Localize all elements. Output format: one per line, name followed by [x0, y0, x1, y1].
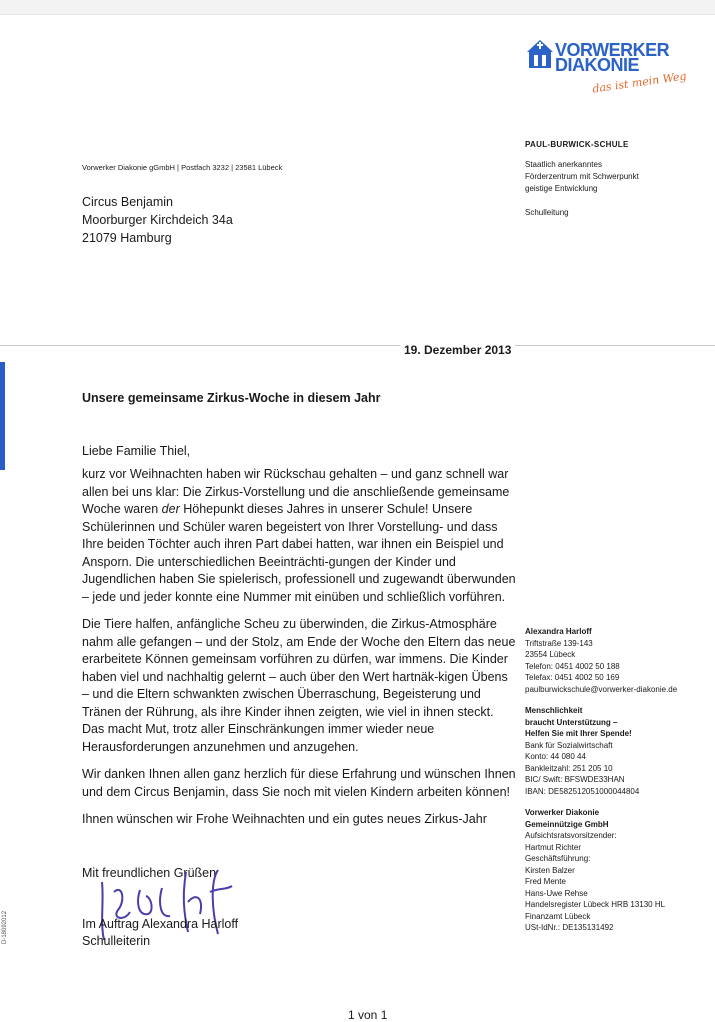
school-description-line: Staatlich anerkanntes	[525, 160, 602, 169]
donation-line: IBAN: DE58251205100004480​4	[525, 786, 640, 796]
body-paragraph: Wir danken Ihnen allen ganz herzlich für diese Erfahrung und wünschen Ihnen und dem Circus Benjamin, dass Sie noch mit vielen Kindern arbeiten können!	[82, 767, 516, 799]
logo-line-2: DIAKONIE	[555, 55, 640, 75]
company-line: Fred Mente	[525, 877, 566, 886]
school-description-line: geistige Entwicklung	[525, 184, 598, 193]
vorwerker-diakonie-logo	[526, 38, 691, 100]
donation-block	[525, 705, 710, 797]
emphasized-word: der	[161, 502, 180, 516]
company-headline: Gemeinnützige GmbH	[525, 819, 609, 829]
page-number: 1 von 1	[348, 1008, 388, 1022]
contact-line: Telefax: 0451 4002 50 169	[525, 673, 620, 682]
closing-phrase: Mit freundlichen Grüßen	[82, 866, 217, 880]
scan-top-band	[0, 0, 715, 15]
donation-headline: Menschlichkeit	[525, 706, 583, 715]
body-paragraph: Die Tiere halfen, anfängliche Scheu zu überwinden, die Zirkus-Atmosphäre nahm alle gefangen – und der Stolz, am Ende der Woche den Eltern das neue erarbeitete Können gemeinsam vorführen zu dürfen, war immens. Die Kinder haben viel und nachhaltig gelernt – auch über den Wert hartnäk-kigen Übens – und die Eltern schwankten zwischen Überraschung, Begeisterung und Tränen der Rührung, als ihre Kinder ihnen zeigten, wie viel in ihnen steckt. Das macht Mut, trotz aller Einschränkungen immer wieder neue Herausforderungen anzunehmen und anzugehen.	[82, 617, 516, 754]
body-text-segment: Höhepunkt dieses Jahres in unserer Schule! Unsere Schülerinnen und Schüler waren begeistert von Ihrer Vorstellung- und dass Ihre beiden Töchter auch ihren Part dabei hatten, war ihnen ein Beispiel und Ansporn. Die unterschiedlichen Beeinträchti-gungen der Kinder und Jugendlichen haben Sie spielerisch, professionell und zugewandt überwunden – jede und jeder konnte eine Nummer mit einüben und schließlich vorführen.	[82, 502, 516, 604]
company-line: USt-IdNr.: DE135131492	[525, 923, 614, 932]
company-line: Hartmut Richter	[525, 842, 582, 852]
contact-block	[525, 626, 710, 695]
fold-line	[0, 345, 715, 346]
contact-line: Telefon: 0451 4002 50 188	[525, 661, 620, 671]
donation-line: Bankleitzahl: 251 205 10	[525, 763, 613, 773]
letter-date: 19. Dezember 2013	[400, 343, 515, 357]
contact-line: Triftstraße 139-143	[525, 638, 593, 648]
document-number: D-18092012	[2, 910, 8, 944]
company-line: Aufsichtsratsvorsitzender:	[525, 831, 617, 840]
donation-headline: braucht Unterstützung –	[525, 717, 618, 727]
body-paragraph	[82, 466, 518, 606]
donation-line: Konto: 44 080 44	[525, 752, 586, 761]
company-line: Handelsregister Lübeck HRB 13130 HL	[525, 900, 666, 909]
school-description	[525, 159, 695, 195]
logo-slogan: das ist mein Weg	[591, 69, 688, 96]
signer-name: Im Auftrag Alexandra Harloff	[82, 917, 239, 931]
sender-return-address: Vorwerker Diakonie gGmbH | Postfach 3232 | 23581 Lübeck	[82, 163, 283, 172]
donation-line: BIC/ Swift: BFSWDE33HAN	[525, 775, 625, 784]
body-text-segment: kurz vor Weihnachten haben wir Rückschau gehalten – und ganz schnell war allen bei uns klar: Die Zirkus-Vorstellung und die anschließende gemeinsame Woche waren	[82, 467, 510, 516]
recipient-line: 21079 Hamburg	[82, 231, 172, 245]
donation-line: Bank für Sozialwirtschaft	[525, 740, 613, 750]
letter-subject: Unsere gemeinsame Zirkus-Woche in diesem Jahr	[82, 391, 381, 405]
company-headline: Vorwerker Diakonie	[525, 808, 600, 817]
company-block	[525, 807, 710, 934]
house-cross-icon	[526, 38, 554, 70]
contact-name: Alexandra Harloff	[525, 627, 592, 636]
recipient-line: Circus Benjamin	[82, 195, 174, 209]
company-line: Geschäftsführung:	[525, 854, 591, 863]
signer-title: Schulleiterin	[82, 934, 151, 948]
body-paragraph: Ihnen wünschen wir Frohe Weihnachten und ein gutes neues Zirkus-Jahr	[82, 812, 487, 826]
company-line: Finanzamt Lübeck	[525, 911, 591, 921]
school-department: Schulleitung	[525, 208, 569, 217]
recipient-line: Moorburger Kirchdeich 34a	[82, 213, 233, 227]
letter-body	[82, 466, 518, 839]
school-name: PAUL-BURWICK-SCHULE	[525, 140, 629, 149]
company-line: Kirsten Balzer	[525, 865, 575, 875]
recipient-address	[82, 193, 233, 247]
salutation: Liebe Familie Thiel,	[82, 444, 191, 458]
side-info-column	[525, 626, 710, 944]
contact-email: paulburwickschule@vorwerker-diakonie.de	[525, 684, 678, 694]
donation-headline: Helfen Sie mit Ihrer Spende!	[525, 729, 632, 738]
signer-block	[82, 916, 238, 950]
company-line: Hans-Uwe Rehse	[525, 888, 588, 898]
contact-line: 23554 Lübeck	[525, 650, 576, 659]
logo-line-1: VORWERKER	[555, 40, 670, 60]
school-description-line: Förderzentrum mit Schwerpunkt	[525, 172, 639, 181]
scan-edge-mark	[0, 362, 5, 470]
